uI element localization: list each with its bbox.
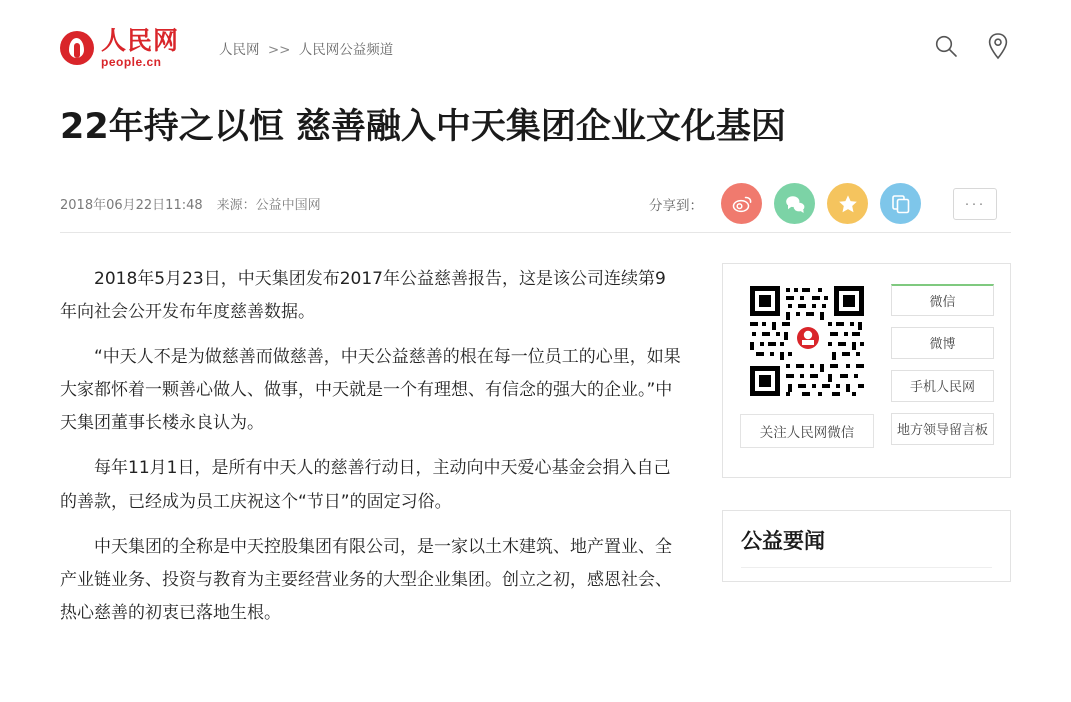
site-header [0, 0, 1071, 96]
breadcrumb-separator: >> [267, 42, 291, 58]
publish-date: 2018年06月22日11:48 [60, 198, 203, 214]
share-wechat-icon[interactable] [774, 183, 815, 224]
page-title: 22年持之以恒 慈善融入中天集团企业文化基因 [60, 107, 786, 147]
header-icons [933, 32, 1011, 65]
qr-button-list [891, 282, 994, 459]
qr-caption: 关注人民网微信 [740, 414, 874, 448]
qr-left-column [739, 282, 875, 459]
article-meta [60, 194, 321, 213]
breadcrumb-current[interactable]: 人民网公益频道 [298, 42, 394, 58]
content-wrapper [60, 263, 1011, 642]
logo-chinese-name: 人民网 [101, 26, 180, 55]
share-bar [649, 183, 1011, 224]
more-options-button[interactable]: ··· [953, 188, 997, 220]
share-weibo-icon[interactable] [721, 183, 762, 224]
share-copy-link-icon[interactable] [880, 183, 921, 224]
share-qzone-icon[interactable] [827, 183, 868, 224]
article-meta-row [60, 176, 1011, 233]
news-section-card [722, 510, 1011, 582]
news-section-title: 公益要闻 [741, 525, 992, 568]
site-logo[interactable] [60, 28, 179, 68]
qr-code-svg [740, 282, 874, 400]
article-paragraph: 每年11月1日，是所有中天人的慈善行动日，主动向中天爱心基金会捐入自己的善款，已经成为员工庆祝这个“节日”的固定习俗。 [60, 458, 671, 512]
breadcrumb [219, 38, 393, 58]
logo-english-name: people.cn [101, 55, 162, 69]
location-icon[interactable] [985, 32, 1011, 65]
article-body [60, 263, 682, 642]
article-paragraph: “中天人不是为做慈善而做慈善，中天公益慈善的根在每一位员工的心里，如果大家都怀着一颗善心做人、做事，中天就是一个有理想、有信念的强大的企业。”中天集团董事长楼永良认为。 [60, 347, 681, 434]
sidebar [722, 263, 1011, 642]
qr-button-wechat[interactable]: 微信 [891, 284, 994, 316]
article-paragraph: 中天集团的全称是中天控股集团有限公司，是一家以土木建筑、地产置业、全产业链业务、投资与教育为主要经营业务的大型企业集团。创立之初，感恩社会、热心慈善的初衷已落地生根。 [60, 536, 672, 624]
people-logo-icon [60, 31, 94, 65]
qr-button-weibo[interactable]: 微博 [891, 327, 994, 359]
share-label: 分享到： [649, 197, 703, 214]
qr-card [722, 263, 1011, 478]
article-paragraph: 2018年5月23日，中天集团发布2017年公益慈善报告，这是该公司连续第9年向社会公开发布年度慈善数据。 [60, 268, 666, 322]
article-source: 来源：公益中国网 [216, 198, 321, 214]
qr-button-local-leader-board[interactable]: 地方领导留言板 [891, 413, 994, 445]
breadcrumb-root[interactable]: 人民网 [219, 42, 260, 58]
qr-button-mobile-people[interactable]: 手机人民网 [891, 370, 994, 402]
search-icon[interactable] [933, 33, 959, 64]
logo-text [101, 28, 179, 68]
qr-code-image [740, 282, 874, 400]
